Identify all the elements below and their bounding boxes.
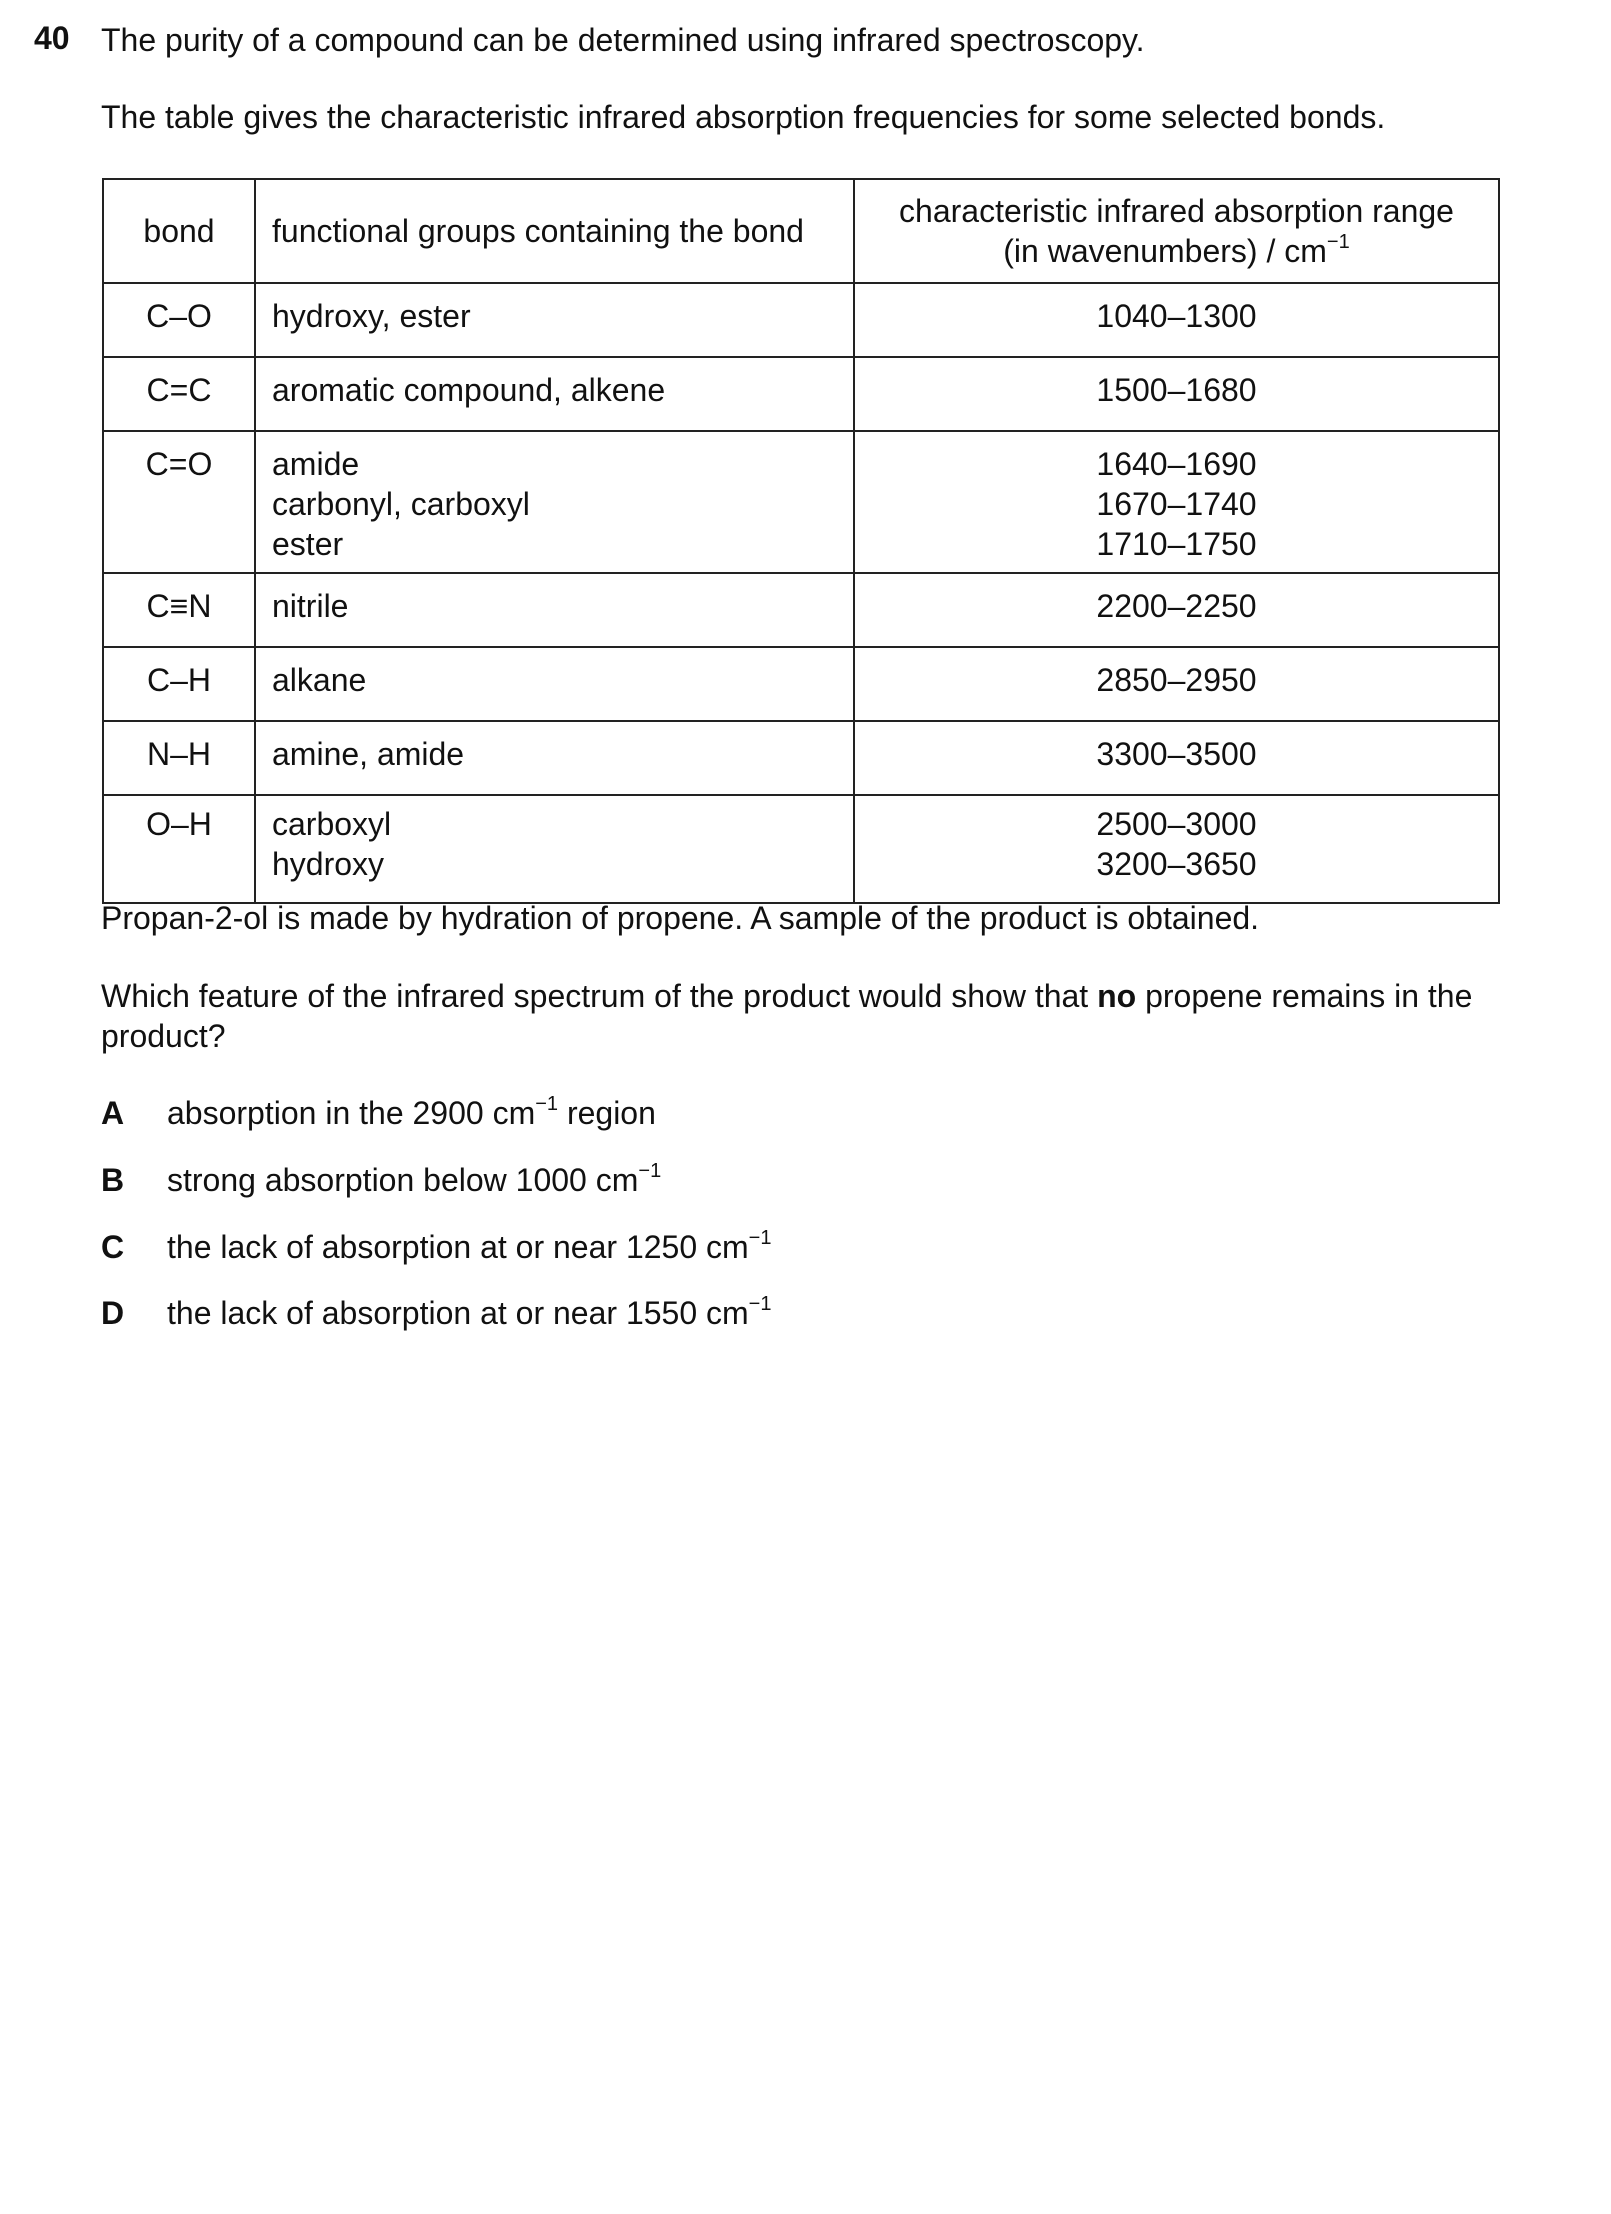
bond-cell: C=C [103, 357, 255, 431]
option-d-letter[interactable]: D [101, 1295, 125, 1331]
range-text: 2200–2250 [1096, 588, 1257, 624]
range-text: 3300–3500 [1096, 736, 1257, 772]
option-c-letter[interactable]: C [101, 1229, 125, 1265]
range-text: 1640–1690 [1096, 446, 1257, 482]
group-text: aromatic compound, alkene [272, 372, 666, 408]
groups-cell [255, 647, 854, 721]
groups-cell [255, 357, 854, 431]
ir-absorption-table [102, 178, 1500, 904]
range-cell [854, 573, 1499, 647]
groups-cell [255, 721, 854, 795]
option-d-text[interactable] [167, 1293, 771, 1333]
option-a-suffix: region [558, 1095, 656, 1131]
table-row [103, 573, 1499, 647]
option-a-text[interactable] [167, 1093, 656, 1133]
question-number: 40 [34, 20, 70, 56]
header-range-line1: characteristic infrared absorption range [899, 193, 1454, 229]
prompt-text-end: propene remains in the product? [101, 978, 1473, 1054]
bond-cell: C=O [103, 431, 255, 573]
option-c-superscript: −1 [748, 1227, 772, 1250]
option-d-superscript: −1 [748, 1293, 772, 1316]
option-a-letter[interactable]: A [101, 1095, 125, 1131]
header-range-unit: (in wavenumbers) / cm [1003, 233, 1327, 269]
group-text: amine, amide [272, 736, 465, 772]
option-a-superscript: −1 [535, 1093, 559, 1116]
option-b-text[interactable] [167, 1160, 661, 1200]
groups-cell [255, 795, 854, 903]
table-row [103, 795, 1499, 903]
option-b-main: strong absorption below 1000 cm [167, 1162, 639, 1198]
group-text: alkane [272, 662, 367, 698]
header-absorption-range [854, 179, 1499, 283]
range-text: 1710–1750 [1096, 526, 1257, 562]
option-b-superscript: −1 [638, 1160, 662, 1183]
prompt-text-start: Which feature of the infrared spectrum of the product would show that [101, 978, 1098, 1014]
range-text: 1500–1680 [1096, 372, 1257, 408]
group-text: nitrile [272, 588, 349, 624]
table-row [103, 357, 1499, 431]
bond-cell: C–O [103, 283, 255, 357]
option-a-main: absorption in the 2900 cm [167, 1095, 536, 1131]
range-cell [854, 795, 1499, 903]
table-row [103, 647, 1499, 721]
range-cell [854, 647, 1499, 721]
group-text: carboxyl [272, 806, 392, 842]
table-row [103, 721, 1499, 795]
option-c-text[interactable] [167, 1227, 771, 1267]
header-bond: bond [103, 179, 255, 283]
range-text: 2500–3000 [1096, 806, 1257, 842]
range-cell [854, 357, 1499, 431]
groups-cell [255, 573, 854, 647]
table-row [103, 283, 1499, 357]
group-text: hydroxy [272, 846, 385, 882]
range-cell [854, 431, 1499, 573]
table-header-row [103, 179, 1499, 283]
option-d-main: the lack of absorption at or near 1550 cm [167, 1295, 749, 1331]
group-text: carbonyl, carboxyl [272, 486, 530, 522]
range-text: 2850–2950 [1096, 662, 1257, 698]
range-text: 1670–1740 [1096, 486, 1257, 522]
bond-cell: C–H [103, 647, 255, 721]
groups-cell [255, 431, 854, 573]
option-b-letter[interactable]: B [101, 1162, 125, 1198]
groups-cell [255, 283, 854, 357]
header-functional-groups: functional groups containing the bond [255, 179, 854, 283]
range-cell [854, 283, 1499, 357]
question-stem: The purity of a compound can be determined using infrared spectroscopy. [101, 22, 1145, 58]
table-intro: The table gives the characteristic infrared absorption frequencies for some selected bonds. [101, 99, 1386, 135]
bond-cell: C≡N [103, 573, 255, 647]
prompt-emphasis: no [1097, 978, 1137, 1014]
group-text: amide [272, 446, 360, 482]
range-text: 3200–3650 [1096, 846, 1257, 882]
context-paragraph: Propan-2-ol is made by hydration of propene. A sample of the product is obtained. [101, 900, 1260, 936]
table-row [103, 431, 1499, 573]
question-prompt [101, 976, 1581, 1056]
group-text: ester [272, 526, 344, 562]
bond-cell: O–H [103, 795, 255, 903]
header-range-line2 [871, 231, 1482, 271]
header-range-superscript: −1 [1326, 231, 1350, 254]
group-text: hydroxy, ester [272, 298, 471, 334]
range-cell [854, 721, 1499, 795]
bond-cell: N–H [103, 721, 255, 795]
option-c-main: the lack of absorption at or near 1250 cm [167, 1229, 749, 1265]
range-text: 1040–1300 [1096, 298, 1257, 334]
